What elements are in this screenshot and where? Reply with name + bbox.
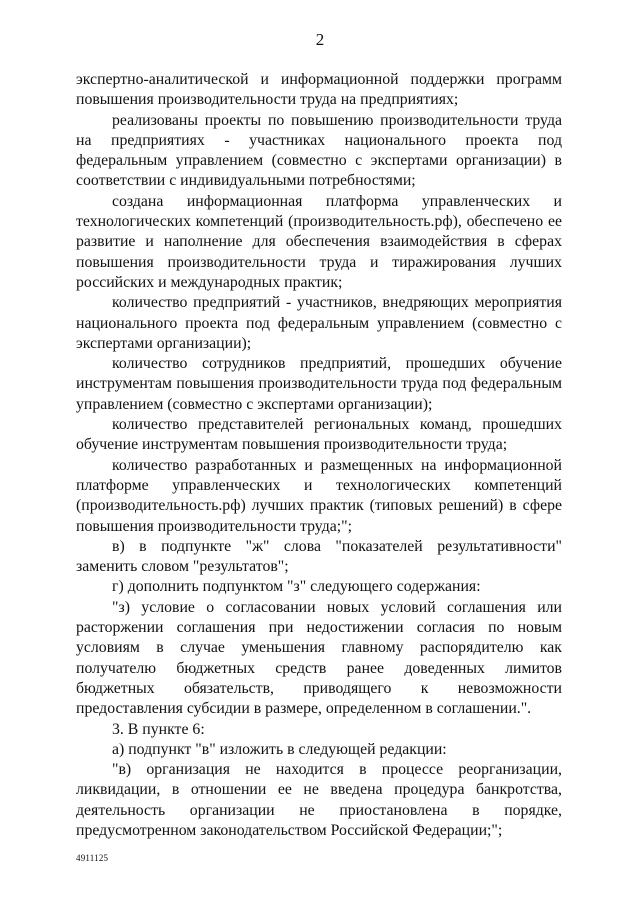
paragraph-subitem-g: г) дополнить подпунктом "з" следующего содержания: <box>112 578 481 596</box>
paragraph-subitem-v-new: "в) организация не находится в процессе реорганизации, ликвидации, в отношении ее не введена процедура банкротства, деятельность организации не приостановлена в порядке, предусмотренном законодательством Российской Федерации;"; <box>76 761 562 839</box>
page-number: 2 <box>315 30 325 49</box>
paragraph-enterprises-count: количество предприятий - участников, внедряющих мероприятия национального проекта под федеральным управлением (совместно с экспертами организации); <box>76 294 562 352</box>
paragraph-regional-teams-count: количество представителей региональных команд, прошедших обучение инструментам повышения производительности труда; <box>76 416 562 454</box>
paragraph-practices-count: количество разработанных и размещенных на информационной платформе управленческих и технологических компетенций (производительность.рф) лучших практик (типовых решений) в сфере повышения производительности труда;"; <box>76 456 562 535</box>
document-code: 4911125 <box>76 853 109 863</box>
paragraph-employees-count: количество сотрудников предприятий, прошедших обучение инструментам повышения производительности труда под федеральным управлением (совместно с экспертами организации); <box>76 355 562 413</box>
document-body <box>76 70 562 841</box>
paragraph-continuation: экспертно-аналитической и информационной поддержки программ повышения производительности труда на предприятиях; <box>76 71 562 109</box>
paragraph-platform: создана информационная платформа управленческих и технологических компетенций (производительность.рф), обеспечено ее развитие и наполнение для обеспечения взаимодействия в сферах повышения производительности труда и тиражирования лучших российских и международных практик; <box>76 192 562 291</box>
paragraph-point-3: 3. В пункте 6: <box>112 720 205 738</box>
paragraph-subitem-a: а) подпункт "в" изложить в следующей редакции: <box>112 740 447 758</box>
paragraph-subitem-z: "з) условие о согласовании новых условий соглашения или расторжении соглашения при недостижении согласия по новым условиям в случае уменьшения главному распорядителю как получателю бюджетных средств ранее доведенных лимитов бюджетных обязательств, приводящего к невозможности предоставления субсидии в размере, определенном в соглашении.". <box>76 598 562 718</box>
paragraph-subitem-v: в) в подпункте "ж" слова "показателей результативности" заменить словом "результатов"; <box>76 537 562 576</box>
paragraph-projects: реализованы проекты по повышению производительности труда на предприятиях - участниках национального проекта под федеральным управлением (совместно с экспертами организации) в соответствии с индивидуальными потребностями; <box>76 111 562 190</box>
